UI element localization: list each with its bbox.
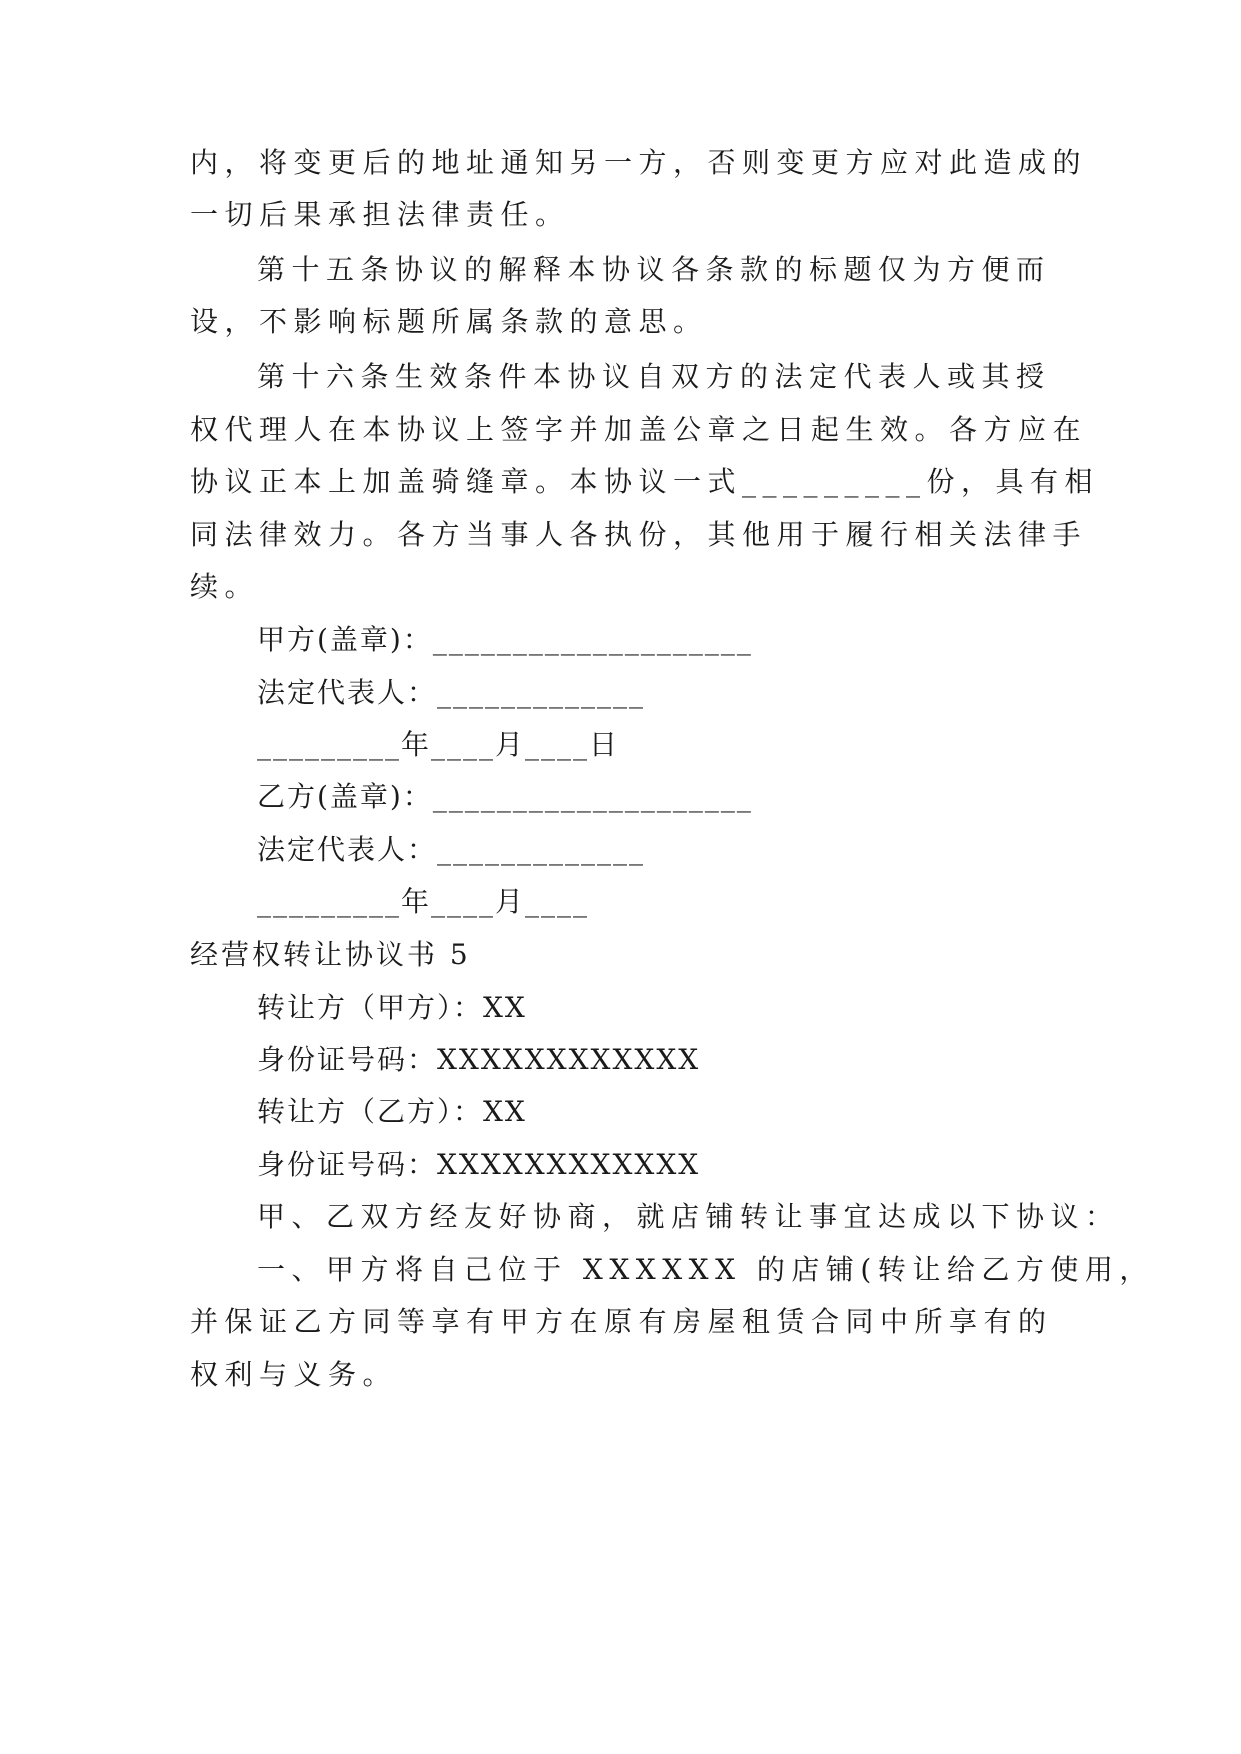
- id-number-b-line: 身份证号码：XXXXXXXXXXXX: [257, 1148, 701, 1181]
- paragraph-line: 权利与义务。: [190, 1358, 398, 1391]
- party-a-seal-line: 甲方(盖章)：____________________: [257, 623, 753, 656]
- paragraph-line: 一切后果承担法律责任。: [190, 198, 570, 231]
- paragraph-line: 内，将变更后的地址通知另一方，否则变更方应对此造成的: [190, 146, 1088, 179]
- clause-1-line: 一、甲方将自己位于 XXXXXX 的店铺(转让给乙方使用，: [257, 1253, 1154, 1286]
- transferor-b-line: 转让方（乙方）：XX: [257, 1095, 527, 1128]
- clause-15-heading-line: 第十五条协议的解释本协议各条款的标题仅为方便而: [257, 253, 1051, 286]
- party-b-legal-rep-line: 法定代表人：_____________: [257, 833, 646, 866]
- party-a-date-line: _________年____月____日: [257, 728, 620, 761]
- party-b-seal-line: 乙方(盖章)：____________________: [257, 780, 753, 813]
- preamble-line: 甲、乙双方经友好协商，就店铺转让事宜达成以下协议：: [257, 1200, 1120, 1233]
- id-number-a-line: 身份证号码：XXXXXXXXXXXX: [257, 1043, 701, 1076]
- paragraph-line: 续。: [190, 570, 260, 603]
- transferor-a-line: 转让方（甲方）：XX: [257, 991, 527, 1024]
- party-a-legal-rep-line: 法定代表人：_____________: [257, 676, 646, 709]
- clause-16-heading-line: 第十六条生效条件本协议自双方的法定代表人或其授: [257, 360, 1051, 393]
- paragraph-line: 设，不影响标题所属条款的意思。: [190, 305, 708, 338]
- paragraph-line: 并保证乙方同等享有甲方在原有房屋租赁合同中所享有的: [190, 1305, 1053, 1338]
- paragraph-line: 权代理人在本协议上签字并加盖公章之日起生效。各方应在: [190, 413, 1088, 446]
- paragraph-line: 协议正本上加盖骑缝章。本协议一式_________份，具有相: [190, 465, 1100, 498]
- paragraph-line: 同法律效力。各方当事人各执份，其他用于履行相关法律手: [190, 518, 1088, 551]
- party-b-date-line: _________年____月____: [257, 885, 590, 918]
- agreement-title: 经营权转让协议书 5: [190, 938, 471, 971]
